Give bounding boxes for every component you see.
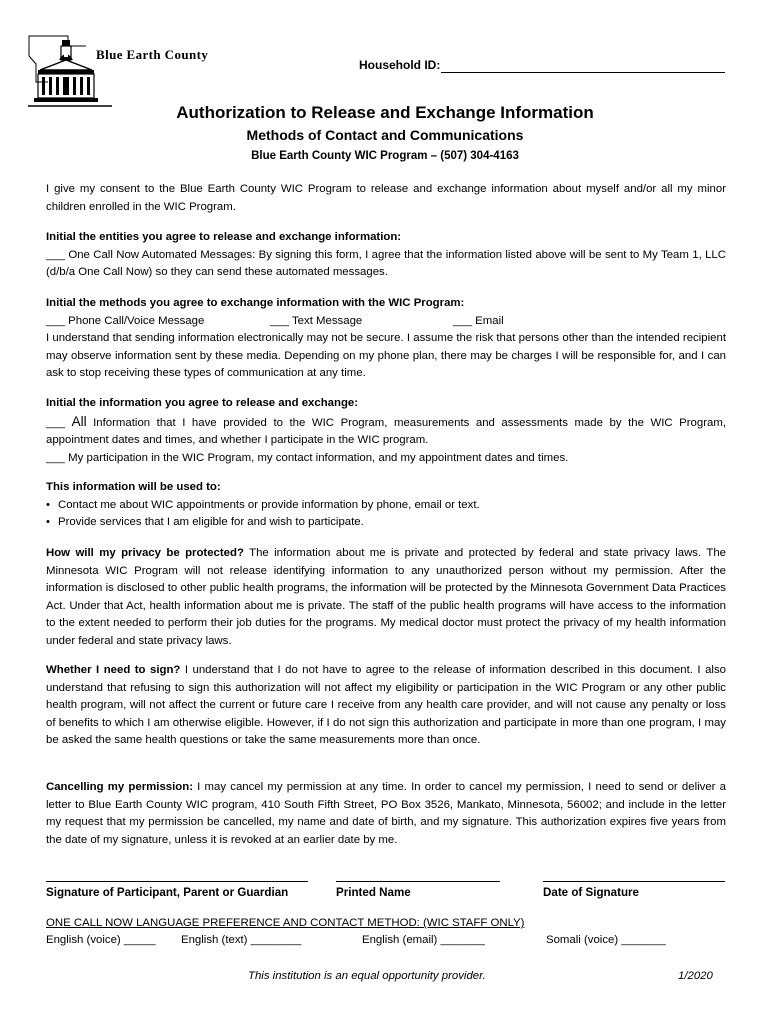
cancel-heading: Cancelling my permission: bbox=[46, 781, 193, 793]
usage-section bbox=[46, 479, 726, 532]
usage-heading: This information will be used to: bbox=[46, 481, 221, 493]
printed-name-label: Printed Name bbox=[336, 886, 411, 899]
sign-need-text: I understand that I do not have to agree to the release of information described in this document. I also understand that refusing to sign this authorization will not affect my eligibility or participation in the WIC Program or any other public health program, will not affect the current or future care I receive from any health care provider, and will not cause any penalty or loss of benefits to which I am otherwise eligible. However, if I do not sign this authorization and participate in more than one program, I may be asked the same health questions or take the same measurements more than once. bbox=[46, 664, 726, 746]
entities-section bbox=[46, 229, 726, 282]
phone-option[interactable]: ___ Phone Call/Voice Message bbox=[46, 314, 205, 327]
info-release-heading: Initial the information you agree to release and exchange: bbox=[46, 397, 359, 409]
household-id-field[interactable] bbox=[441, 72, 725, 73]
methods-text: I understand that sending information electronically may not be secure. I assume the risk that persons other than the intended recipient may observe information sent by these media. Depending on my phone plan, there may be charges I will be responsible for, and I can ask to stop receiving these types of communication at any time. bbox=[46, 332, 726, 379]
courthouse-icon bbox=[26, 34, 116, 114]
all-blank[interactable]: ___ bbox=[46, 416, 72, 429]
participation-item: ___ My participation in the WIC Program, my contact information, and my appointment dates and times. bbox=[46, 451, 569, 464]
form-date-code: 1/2020 bbox=[678, 970, 713, 982]
all-information-text: Information that I have provided to the WIC Program, measurements and assessments made by the WIC Program, appointment dates and times, and whether I participate in the WIC program. bbox=[46, 416, 726, 446]
english-voice-option[interactable]: English (voice) _____ bbox=[46, 934, 156, 946]
form-subtitle: Methods of Contact and Communications bbox=[246, 127, 524, 143]
form-title: Authorization to Release and Exchange Information bbox=[176, 103, 594, 122]
printed-name-line[interactable] bbox=[336, 881, 500, 882]
privacy-heading: How will my privacy be protected? bbox=[46, 547, 244, 559]
somali-voice-option[interactable]: Somali (voice) _______ bbox=[546, 934, 666, 946]
english-text-option[interactable]: English (text) ________ bbox=[181, 934, 302, 946]
county-name: Blue Earth County bbox=[96, 47, 209, 62]
program-contact: Blue Earth County WIC Program – (507) 304-4163 bbox=[251, 150, 519, 162]
language-preference-title: ONE CALL NOW LANGUAGE PREFERENCE AND CONTACT METHOD: (WIC STAFF ONLY) bbox=[46, 917, 525, 929]
county-logo bbox=[26, 34, 236, 114]
one-call-now-item: ___ One Call Now Automated Messages: By signing this form, I agree that the information listed above will be sent to My Team 1, LLC (d/b/a One Call Now) so they can send these automated messages. bbox=[46, 248, 726, 278]
info-release-section bbox=[46, 395, 726, 467]
household-id-label: Household ID: bbox=[359, 58, 441, 72]
participant-signature-label: Signature of Participant, Parent or Guardian bbox=[46, 886, 289, 899]
sign-need-paragraph bbox=[46, 662, 726, 750]
cancel-section bbox=[46, 779, 726, 849]
consent-section bbox=[46, 181, 726, 216]
methods-heading: Initial the methods you agree to exchange information with the WIC Program: bbox=[46, 297, 465, 309]
sign-need-heading: Whether I need to sign? bbox=[46, 664, 181, 676]
participant-signature-line[interactable] bbox=[46, 881, 308, 882]
all-information-item bbox=[46, 413, 726, 450]
text-option[interactable]: ___ Text Message bbox=[270, 314, 363, 327]
usage-bullet-services: • Provide services that I am eligible for and wish to participate. bbox=[46, 514, 726, 532]
cancel-text: I may cancel my permission at any time. In order to cancel my permission, I need to send or deliver a letter to Blue Earth County WIC program, 410 South Fifth Street, PO Box 3526, Mankato, Minnesota, 56002; and include in the letter my request that my permission be cancelled, my name and date of birth, and my signature. This authorization expires five years from the date of my signature, unless it is revoked at an earlier date by me. bbox=[46, 781, 726, 846]
equal-opportunity-statement: This institution is an equal opportunity provider. bbox=[248, 970, 486, 982]
email-option[interactable]: ___ Email bbox=[453, 314, 504, 327]
cancel-paragraph bbox=[46, 779, 726, 849]
methods-section bbox=[46, 295, 726, 383]
signature-date-label: Date of Signature bbox=[543, 886, 639, 899]
entities-heading: Initial the entities you agree to release and exchange information: bbox=[46, 231, 402, 243]
all-word: All bbox=[71, 413, 87, 429]
consent-text: I give my consent to the Blue Earth County WIC Program to release and exchange information about myself and/or all my minor children enrolled in the WIC Program. bbox=[46, 183, 726, 213]
privacy-paragraph bbox=[46, 545, 726, 650]
signature-date-line[interactable] bbox=[543, 881, 725, 882]
english-email-option[interactable]: English (email) _______ bbox=[362, 934, 485, 946]
privacy-section bbox=[46, 545, 726, 650]
method-options bbox=[46, 313, 726, 331]
sign-need-section bbox=[46, 662, 726, 750]
privacy-text: The information about me is private and protected by federal and state privacy laws. The Minnesota WIC Program will not release identifying information to any unauthorized person without my permission. After the information is disclosed to other public health programs, the information will be protected by the Minnesota Government Data Practices Act. Under that Act, health information about me is private. The staff of the public health programs will have access to the information to the extent needed to perform their job duties for the programs. My medical doctor must protect the privacy of my health information under federal and state privacy laws. bbox=[46, 547, 726, 647]
usage-bullet-contact: • Contact me about WIC appointments or provide information by phone, email or text. bbox=[46, 497, 726, 515]
